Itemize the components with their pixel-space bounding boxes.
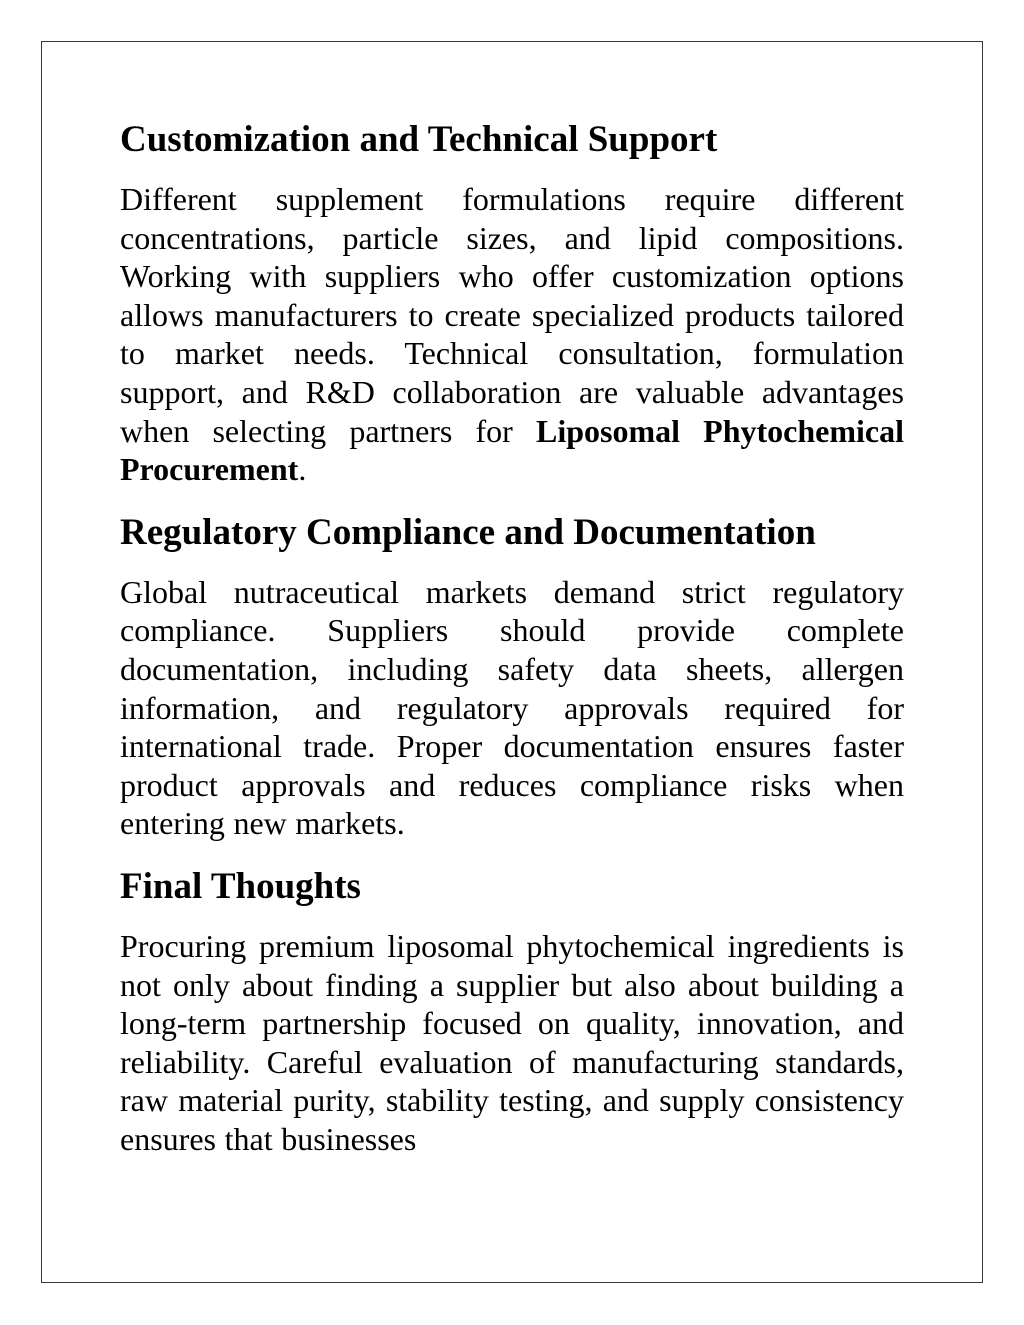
text-run: . [298,451,307,488]
document-content [120,118,904,1158]
paragraph [120,573,904,843]
section-heading: Regulatory Compliance and Documentation [120,511,816,553]
document-page [41,41,983,1283]
section-heading: Customization and Technical Support [120,119,718,160]
text-run: Global nutraceutical markets demand strict regulatory compliance. Suppliers should provide complete documentation, including safety data sheets, allergen information, and regulatory approvals required for international trade. Proper documentation ensures faster product approvals and reduces compliance risks when entering new markets. [120,573,904,842]
section-heading: Final Thoughts [120,865,361,907]
document-section [120,511,904,843]
paragraph [120,927,904,1159]
text-run: Procuring premium liposomal phytochemical ingredients is not only about finding a supplier but also about building a long-term partnership focused on quality, innovation, and reliability. Careful evaluation of manufacturing standards, raw material purity, stability testing, and supply consistency ensures that businesses [120,927,904,1157]
paragraph [120,180,904,489]
document-section [120,118,904,489]
text-run: Different supplement formulations require different concentrations, particle sizes, and lipid compositions. Working with suppliers who offer customization options allows manufacturers to create specialized products tailored to market needs. Technical consultation, formulation support, and R&D collaboration are valuable advantages when selecting partners for [120,181,904,449]
document-section [120,865,904,1159]
bold-text-run: Liposomal Phytochemical Procurement [120,412,904,488]
